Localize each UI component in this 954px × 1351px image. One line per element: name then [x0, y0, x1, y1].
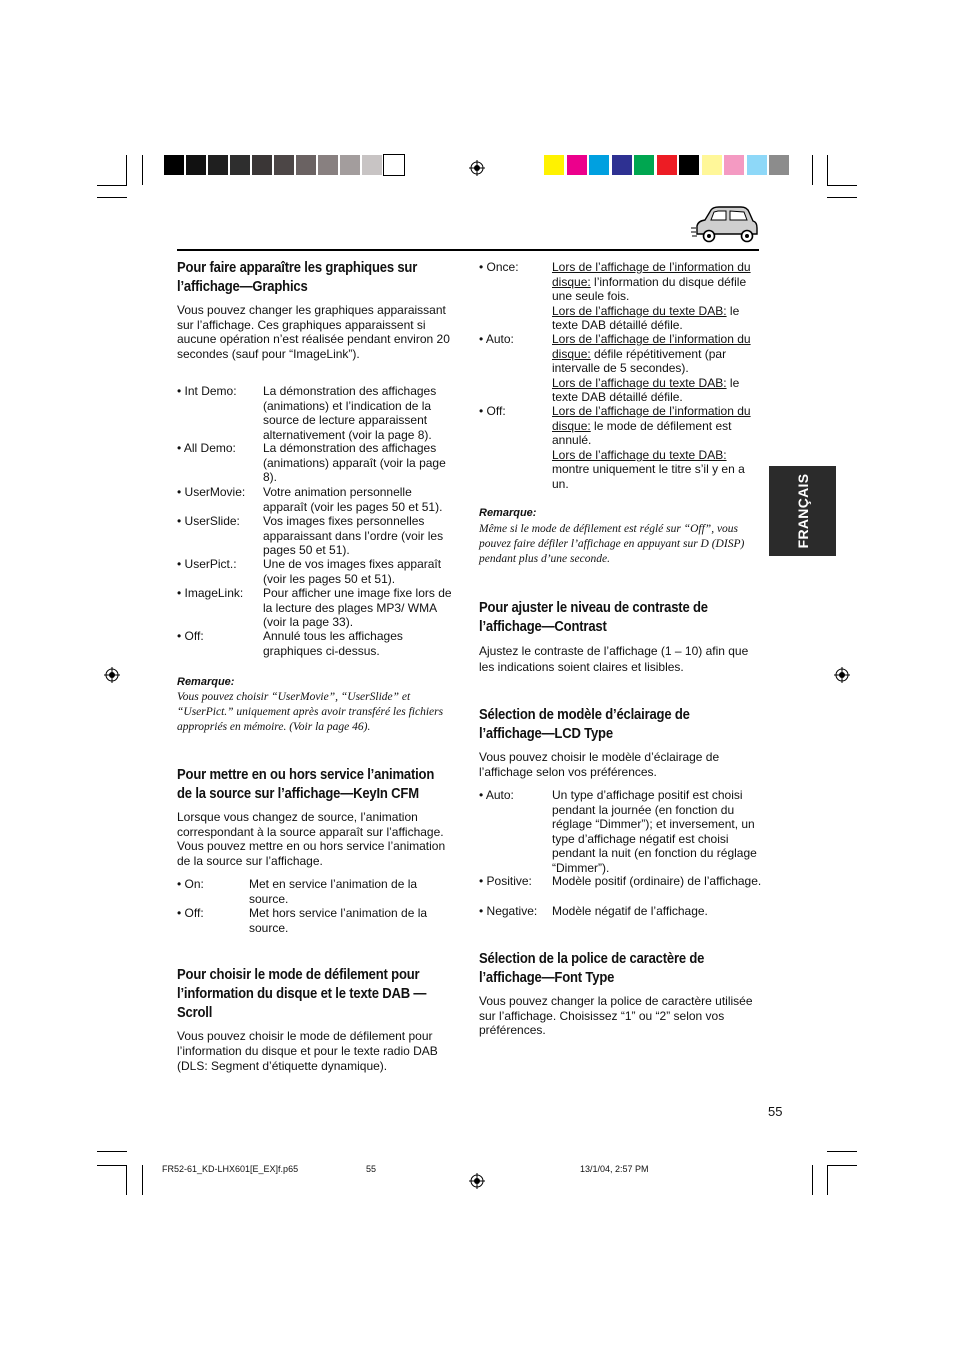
- list-item-label: • Negative:: [479, 904, 538, 918]
- calibration-swatch: [747, 155, 767, 175]
- calibration-swatch: [544, 155, 564, 175]
- calibration-swatch: [724, 155, 744, 175]
- footer-file: FR52-61_KD-LHX601[E_EX]f.p65: [162, 1164, 299, 1174]
- list-item-text: Modèle négatif de l’affichage.: [552, 904, 708, 918]
- list-item-label: • All Demo:: [177, 441, 236, 455]
- list-item-label: • Auto:: [479, 332, 514, 346]
- scroll-remark-title: Remarque:: [479, 507, 537, 519]
- calibration-swatch: [769, 155, 789, 175]
- list-item-label: • Positive:: [479, 874, 532, 888]
- list-item-label: • Off:: [479, 404, 506, 418]
- language-side-tab: [769, 466, 836, 556]
- calibration-swatch: [702, 155, 722, 175]
- scroll-remark: Même si le mode de défilement est réglé sur “Off”, vous pouvez faire défiler l’affichage en appuyant sur D (DISP) pendant plus d’une seconde.: [479, 523, 745, 565]
- calibration-swatch: [274, 155, 294, 175]
- keyin-intro: Lorsque vous changez de source, l’animation correspondant à la source apparaît sur l’affichage. Vous pouvez mettre en ou hors service l’animation de la source sur l’affichage.: [177, 810, 446, 868]
- disc-info-behaviour: l’information du disque défile une seule fois.: [552, 274, 747, 303]
- list-item-label: • Off:: [177, 906, 204, 920]
- calibration-swatch: [679, 155, 699, 175]
- language-tab-label: FRANÇAIS: [794, 473, 811, 549]
- dab-text-behaviour: le texte DAB détaillé défile.: [552, 375, 740, 404]
- list-item-label: • ImageLink:: [177, 586, 244, 600]
- list-item-label: • UserSlide:: [177, 514, 240, 528]
- calibration-swatch: [186, 155, 206, 175]
- list-item-text: [552, 260, 762, 333]
- dab-text-behaviour: le texte DAB détaillé défile.: [552, 303, 740, 332]
- contrast-title: Pour ajuster le niveau de contraste de l’affichage—Contrast: [479, 600, 708, 635]
- disc-info-behaviour: le mode de défilement est annulé.: [552, 418, 732, 447]
- dab-text-condition: Lors de l’affichage du texte DAB:: [552, 375, 727, 390]
- calibration-swatch: [208, 155, 228, 175]
- calibration-swatch: [589, 155, 609, 175]
- list-item-text: Votre animation personnelle apparaît (voir les pages 50 et 51).: [263, 485, 443, 514]
- list-item-text: [552, 332, 762, 405]
- list-item-text: Un type d’affichage positif est choisi pendant la journée (en fonction du réglage “Dimmer”); et inversement, un type d’affichage négatif est choisi pendant la nuit (en fonction du réglage “Dimmer”).: [552, 788, 757, 875]
- list-item-text: Annulé tous les affichages graphiques ci-dessus.: [263, 629, 403, 658]
- calibration-swatch: [164, 155, 184, 175]
- font-intro: Vous pouvez changer la police de caractère utilisée sur l’affichage. Choisissez “1” ou “2” selon vos préférences.: [479, 994, 753, 1037]
- dab-text-condition: Lors de l’affichage du texte DAB:: [552, 303, 727, 318]
- calibration-swatch: [318, 155, 338, 175]
- list-item-text: Vos images fixes personnelles apparaissant dans l’ordre (voir les pages 50 et 51).: [263, 514, 444, 557]
- list-item-label: • Auto:: [479, 788, 514, 802]
- calibration-swatch: [296, 155, 316, 175]
- dab-text-condition: Lors de l’affichage du texte DAB:: [552, 447, 727, 462]
- registration-mark-icon: [469, 160, 485, 176]
- disc-info-behaviour: défile répétitivement (par intervalle de 5 secondes).: [552, 346, 727, 375]
- calibration-swatch: [230, 155, 250, 175]
- car-icon: [689, 204, 761, 246]
- disc-info-condition: Lors de l’affichage de l’information du disque:: [552, 332, 751, 361]
- graphics-remark: Vous pouvez choisir “UserMovie”, “UserSlide” et “UserPict.” uniquement après avoir transféré les fichiers appropriés en mémoire. (Voir la page 46).: [177, 691, 444, 733]
- calibration-swatch: [657, 155, 677, 175]
- calibration-swatch: [252, 155, 272, 175]
- graphics-title: Pour faire apparaître les graphiques sur l’affichage—Graphics: [177, 260, 418, 295]
- list-item-label: • UserMovie:: [177, 485, 246, 499]
- list-item-text: Met hors service l’animation de la source.: [249, 906, 428, 935]
- list-item-text: La démonstration des affichages (animations) apparaît (voir la page 8).: [263, 441, 446, 484]
- font-title: Sélection de la police de caractère de l’affichage—Font Type: [479, 951, 705, 986]
- footer-page: 55: [366, 1164, 377, 1174]
- disc-info-condition: Lors de l’affichage de l’information du disque:: [552, 260, 751, 289]
- list-item-label: • Int Demo:: [177, 384, 237, 398]
- dab-text-behaviour: montre uniquement le titre s’il y en a un.: [552, 462, 745, 491]
- registration-mark-icon: [104, 667, 120, 683]
- registration-mark-icon: [834, 667, 850, 683]
- calibration-swatch: [340, 155, 360, 175]
- graphics-intro: Vous pouvez changer les graphiques apparaissant sur l’affichage. Ces graphiques apparaissent si aucune opération n’est réalisée pendant environ 20 secondes (sauf pour “ImageLink”).: [177, 303, 450, 361]
- lcd-title: Sélection de modèle d’éclairage de l’affichage—LCD Type: [479, 707, 690, 742]
- calibration-swatch: [612, 155, 632, 175]
- header-rule: [177, 249, 759, 251]
- lcd-intro: Vous pouvez choisir le modèle d’éclairage de l’affichage selon vos préférences.: [479, 750, 720, 779]
- list-item-text: Une de vos images fixes apparaît (voir les pages 50 et 51).: [263, 557, 442, 586]
- list-item-label: • UserPict.:: [177, 557, 237, 571]
- keyin-title: Pour mettre en ou hors service l’animation de la source sur l’affichage—KeyIn CFM: [177, 767, 435, 802]
- list-item-text: Modèle positif (ordinaire) de l’affichage.: [552, 874, 762, 888]
- list-item-label: • Once:: [479, 260, 519, 274]
- registration-mark-icon: [469, 1173, 485, 1189]
- list-item-label: • Off:: [177, 629, 204, 643]
- list-item-text: Pour afficher une image fixe lors de la lecture des plages MP3/ WMA (voir la page 33).: [263, 586, 452, 629]
- scroll-intro: Vous pouvez choisir le mode de défilement pour l’information du disque et pour le texte radio DAB (DLS: Segment d’étiquette dynamique).: [177, 1029, 438, 1073]
- footer-date: 13/1/04, 2:57 PM: [580, 1164, 649, 1174]
- calibration-swatch: [634, 155, 654, 175]
- disc-info-condition: Lors de l’affichage de l’information du disque:: [552, 404, 751, 433]
- contrast-intro: Ajustez le contraste de l’affichage (1 – 10) afin que les indications soient claires et lisibles.: [479, 644, 749, 674]
- list-item-label: • On:: [177, 877, 204, 891]
- scroll-title: Pour choisir le mode de défilement pour l’information du disque et le texte DAB —Scroll: [177, 967, 427, 1021]
- calibration-swatch: [567, 155, 587, 175]
- list-item-text: Met en service l’animation de la source.: [249, 877, 418, 906]
- graphics-remark-title: Remarque:: [177, 676, 235, 688]
- calibration-swatch: [362, 155, 382, 175]
- page-number: 55: [768, 1104, 783, 1119]
- list-item-text: [552, 404, 762, 491]
- list-item-text: La démonstration des affichages (animations) et l’indication de la source de lecture apparaissent alternativement (voir la page 8).: [263, 384, 437, 442]
- calibration-swatch: [384, 155, 404, 175]
